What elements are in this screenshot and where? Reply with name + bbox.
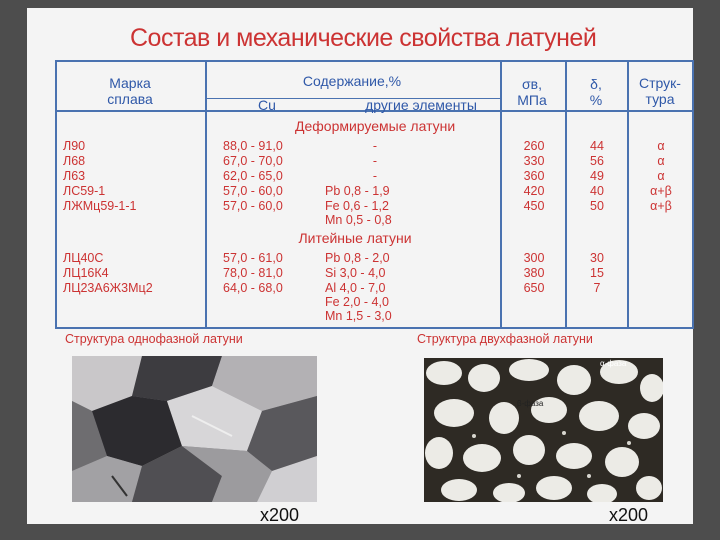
magnification-label-right: x200 (609, 505, 649, 525)
cell-grade: ЛС59-1 (63, 184, 106, 198)
cell-elongation: 7 (593, 281, 601, 295)
cell-other-elements: - (372, 169, 378, 183)
cell-tensile-strength: 380 (523, 266, 545, 280)
cell-tensile-strength: 260 (523, 139, 545, 153)
cell-other-elements: Al 4,0 - 7,0 (325, 281, 386, 295)
cell-other-elements: Fe 0,6 - 1,2 (325, 199, 389, 213)
header-elongation: % (589, 92, 603, 108)
section-title: Литейные латуни (298, 230, 412, 246)
alpha-phase-label: α-фаза (600, 359, 627, 368)
cell-grade: ЛЦ23А6Ж3Мц2 (63, 281, 153, 295)
cell-tensile-strength: 300 (523, 251, 545, 265)
cell-cu: 57,0 - 60,0 (223, 199, 283, 213)
cell-elongation: 50 (590, 199, 604, 213)
cell-cu: 62,0 - 65,0 (223, 169, 283, 183)
header-structure: Струк- (639, 75, 681, 91)
table-rule (55, 327, 694, 329)
cell-structure: α (657, 169, 665, 183)
header-grade: сплава (107, 91, 153, 107)
cell-grade: Л68 (63, 154, 86, 168)
cell-structure: α (657, 154, 665, 168)
magnification-label-left: x200 (260, 505, 300, 525)
cell-tensile-strength: 330 (523, 154, 545, 168)
cell-elongation: 56 (590, 154, 604, 168)
header-grade: Марка (109, 75, 151, 91)
header-other-elements: другие элементы (365, 97, 477, 113)
cell-other-elements: Fe 2,0 - 4,0 (325, 295, 389, 309)
cell-cu: 78,0 - 81,0 (223, 266, 283, 280)
cell-cu: 57,0 - 60,0 (223, 184, 283, 198)
cell-elongation: 15 (590, 266, 604, 280)
cell-elongation: 49 (590, 169, 604, 183)
cell-cu: 57,0 - 61,0 (223, 251, 283, 265)
table-rule (55, 60, 694, 62)
header-structure: тура (645, 91, 675, 107)
table-rule (55, 60, 57, 329)
composition-table (55, 60, 694, 328)
cell-structure: α (657, 139, 665, 153)
header-tensile-strength: σв, (522, 76, 542, 92)
cell-structure: α+β (650, 199, 672, 213)
cell-other-elements: Si 3,0 - 4,0 (325, 266, 386, 280)
cell-elongation: 30 (590, 251, 604, 265)
cell-other-elements: - (372, 154, 378, 168)
slide (27, 8, 693, 524)
micrograph-caption-single-phase: Структура однофазной латуни (65, 332, 243, 346)
micrograph-caption-two-phase: Структура двухфазной латуни (417, 332, 593, 346)
header-elongation: δ, (590, 76, 602, 92)
cell-elongation: 44 (590, 139, 604, 153)
cell-cu: 88,0 - 91,0 (223, 139, 283, 153)
two-phase-micrograph (424, 358, 663, 502)
cell-other-elements: Pb 0,8 - 1,9 (325, 184, 390, 198)
cell-elongation: 40 (590, 184, 604, 198)
cell-grade: Л90 (63, 139, 86, 153)
cell-tensile-strength: 450 (523, 199, 545, 213)
section-title: Деформируемые латуни (295, 118, 456, 134)
cell-grade: ЛЖМц59-1-1 (63, 199, 137, 213)
single-phase-micrograph (72, 356, 317, 502)
slide-title: Состав и механические свойства латуней (130, 24, 597, 52)
header-content: Содержание,% (302, 73, 402, 89)
header-tensile-strength: МПа (517, 92, 547, 108)
cell-other-elements: Mn 1,5 - 3,0 (325, 309, 392, 323)
cell-other-elements: Pb 0,8 - 2,0 (325, 251, 390, 265)
header-cu: Cu (258, 97, 276, 113)
beta-phase-label: β-фаза (517, 399, 544, 408)
cell-grade: ЛЦ16К4 (63, 266, 109, 280)
cell-cu: 64,0 - 68,0 (223, 281, 283, 295)
cell-other-elements: Mn 0,5 - 0,8 (325, 213, 392, 227)
cell-cu: 67,0 - 70,0 (223, 154, 283, 168)
cell-other-elements: - (372, 139, 378, 153)
cell-grade: ЛЦ40С (63, 251, 104, 265)
cell-tensile-strength: 650 (523, 281, 545, 295)
cell-structure: α+β (650, 184, 672, 198)
cell-tensile-strength: 420 (523, 184, 545, 198)
cell-tensile-strength: 360 (523, 169, 545, 183)
cell-grade: Л63 (63, 169, 86, 183)
